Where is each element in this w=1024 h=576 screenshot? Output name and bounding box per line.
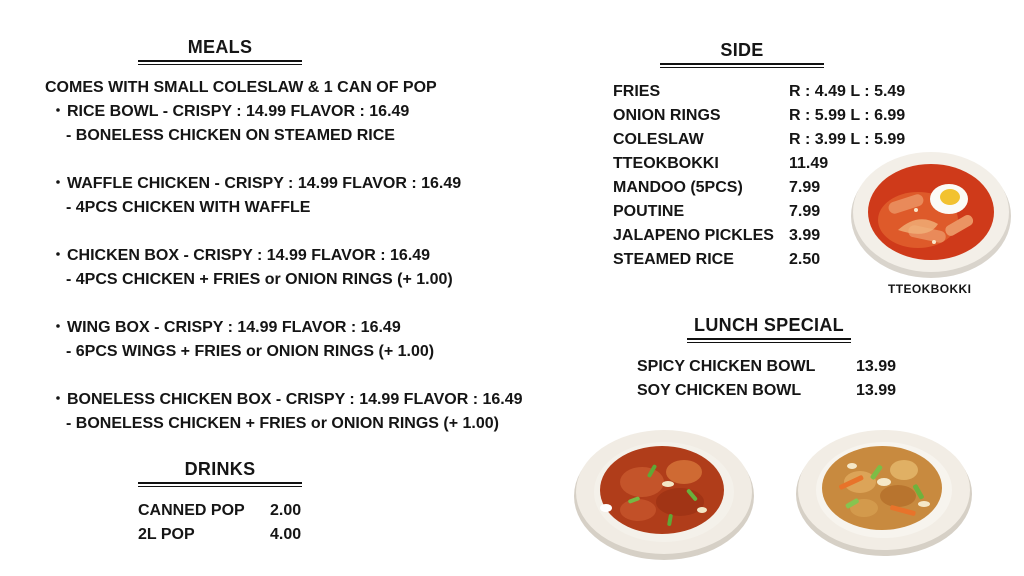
side-item-price: 2.50 <box>789 251 821 268</box>
side-item-price: 7.99 <box>789 203 821 220</box>
lunch-special-title-underline <box>687 338 851 340</box>
meal-item-name: BONELESS CHICKEN BOX - CRISPY : 14.99 FLAVOR : 16.49 <box>67 391 523 408</box>
side-item-price: 11.49 <box>789 155 829 172</box>
meal-item-desc: - 4PCS CHICKEN WITH WAFFLE <box>66 199 311 216</box>
side-item-name: ONION RINGS <box>613 107 721 124</box>
drinks-title-underline-thin <box>138 486 302 487</box>
meal-item-desc: - 4PCS CHICKEN + FRIES or ONION RINGS (+ 1.00) <box>66 271 453 288</box>
side-item-name: JALAPENO PICKLES <box>613 227 774 244</box>
meal-item-desc: - BONELESS CHICKEN ON STEAMED RICE <box>66 127 395 144</box>
meal-bullet: ・ <box>50 391 67 408</box>
side-item-name: FRIES <box>613 83 661 100</box>
side-item-name: POUTINE <box>613 203 685 220</box>
tteokbokki-photo <box>848 150 1014 280</box>
side-title: SIDE <box>720 40 764 60</box>
meals-title-underline <box>138 60 302 62</box>
lunch-item-price: 13.99 <box>856 382 897 399</box>
meal-item-name: WAFFLE CHICKEN - CRISPY : 14.99 FLAVOR : 16.49 <box>67 175 462 192</box>
lunch-item-name: SOY CHICKEN BOWL <box>637 382 802 399</box>
meal-item-name: RICE BOWL - CRISPY : 14.99 FLAVOR : 16.49 <box>67 103 410 120</box>
meals-title: MEALS <box>187 37 253 57</box>
lunch-special-title-underline-thin <box>687 342 851 343</box>
meal-bullet: ・ <box>50 247 67 264</box>
side-item-price: R : 4.49 L : 5.49 <box>789 83 906 100</box>
meals-title-underline-thin <box>138 64 302 65</box>
side-item-name: COLESLAW <box>613 131 704 148</box>
meal-item-desc: - 6PCS WINGS + FRIES or ONION RINGS (+ 1.00) <box>66 343 435 360</box>
meal-bullet: ・ <box>50 319 67 336</box>
meal-bullet: ・ <box>50 103 67 120</box>
drink-item-price: 4.00 <box>270 526 302 543</box>
meals-subtitle: COMES WITH SMALL COLESLAW & 1 CAN OF POP <box>45 79 437 96</box>
side-item-price: R : 5.99 L : 6.99 <box>789 107 906 124</box>
tteokbokki-caption: TTEOKBOKKI <box>888 282 972 296</box>
meal-item-name: WING BOX - CRISPY : 14.99 FLAVOR : 16.49 <box>67 319 401 336</box>
meal-bullet: ・ <box>50 175 67 192</box>
side-item-name: MANDOO (5PCS) <box>613 179 743 196</box>
drink-item-price: 2.00 <box>270 502 302 519</box>
side-item-name: STEAMED RICE <box>613 251 734 268</box>
side-title-underline <box>660 63 824 65</box>
drinks-title-underline <box>138 482 302 484</box>
meal-item-desc: - BONELESS CHICKEN + FRIES or ONION RINGS (+ 1.00) <box>66 415 499 432</box>
side-item-price: 7.99 <box>789 179 821 196</box>
drink-item-name: 2L POP <box>138 526 195 543</box>
lunch-special-title: LUNCH SPECIAL <box>694 315 844 335</box>
side-item-price: 3.99 <box>789 227 821 244</box>
side-item-name: TTEOKBOKKI <box>613 155 719 172</box>
drinks-title: DRINKS <box>184 459 256 479</box>
meal-item-name: CHICKEN BOX - CRISPY : 14.99 FLAVOR : 16.49 <box>67 247 431 264</box>
lunch-item-price: 13.99 <box>856 358 897 375</box>
drink-item-name: CANNED POP <box>138 502 245 519</box>
side-title-underline-thin <box>660 67 824 68</box>
side-item-price: R : 3.99 L : 5.99 <box>789 131 906 148</box>
spicy-chicken-bowl-photo <box>572 424 756 562</box>
soy-chicken-bowl-photo <box>794 424 974 558</box>
lunch-item-name: SPICY CHICKEN BOWL <box>637 358 816 375</box>
